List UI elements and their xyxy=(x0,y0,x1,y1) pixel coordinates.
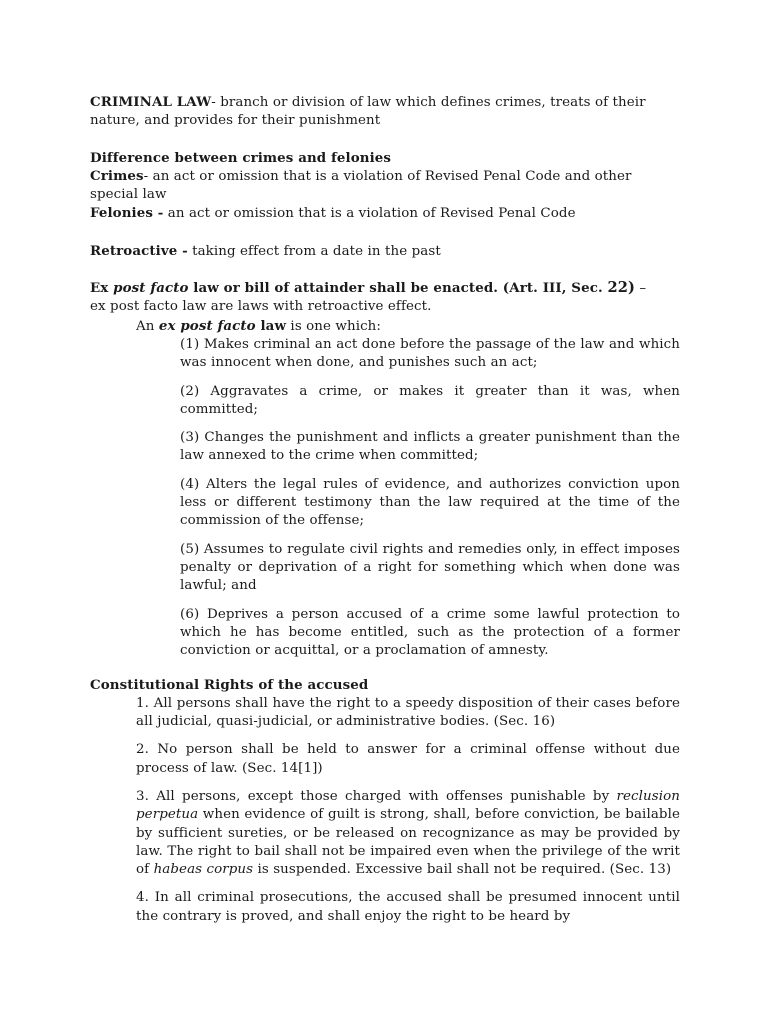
item3-italic-2: habeas corpus xyxy=(153,862,254,878)
ex-post-facto-intro xyxy=(90,317,680,336)
list-item: (1) Makes criminal an act done before the passage of the law and which was innocent when done, and punishes such an act; xyxy=(180,336,680,371)
item3-part-3: is suspended. Excessive bail shall not be required. (Sec. 13) xyxy=(253,862,672,878)
felonies-text: an act or omission that is a violation of Revised Penal Code xyxy=(163,206,576,222)
list-item xyxy=(136,788,680,879)
item3-italic-1: reclusion perpetua xyxy=(136,788,680,823)
item3-part-1: 3. All persons, except those charged with offenses punishable by xyxy=(136,788,617,804)
criminal-law-term: CRIMINAL LAW xyxy=(90,94,212,110)
intro-post: is one which: xyxy=(286,318,382,334)
ex-post-heading-part-2: law or bill of attainder shall be enacted. (Art. III, Sec. xyxy=(188,280,608,297)
retroactive-term: Retroactive - xyxy=(90,242,188,259)
document-body xyxy=(90,93,680,936)
felonies-term: Felonies - xyxy=(90,205,164,222)
ex-post-facto-list xyxy=(90,336,680,660)
crimes-term: Crimes xyxy=(90,167,144,184)
ex-post-heading-part-1: Ex xyxy=(90,280,114,297)
list-item: (4) Alters the legal rules of evidence, and authorizes conviction upon less or different testimony than the law required at the time of the commission of the offense; xyxy=(180,476,680,529)
list-item: 2. No person shall be held to answer for a criminal offense without due process of law. (Sec. 14[1]) xyxy=(136,742,680,776)
ex-post-heading-italic: post facto xyxy=(113,280,189,297)
rights-list xyxy=(90,695,680,926)
list-item: 4. In all criminal prosecutions, the accused shall be presumed innocent until the contrary is proved, and shall enjoy the right to be heard by xyxy=(136,890,680,924)
felonies-definition xyxy=(90,204,680,223)
difference-heading: Difference between crimes and felonies xyxy=(90,149,392,166)
retroactive-text: taking effect from a date in the past xyxy=(187,243,441,259)
ex-post-facto-description: ex post facto law are laws with retroactive effect. xyxy=(90,299,432,315)
criminal-law-definition xyxy=(90,93,680,131)
list-item: 1. All persons shall have the right to a speedy disposition of their cases before all judicial, quasi-judicial, or administrative bodies. (Sec. 16) xyxy=(136,695,680,730)
list-item: (2) Aggravates a crime, or makes it greater than it was, when committed; xyxy=(180,383,680,417)
crimes-definition xyxy=(90,167,680,205)
intro-bold: law xyxy=(255,317,287,334)
item3-part-2: when evidence of guilt is strong, shall, before conviction, be bailable by sufficient sureties, or be released on recognizance as may be provided by law. The right to bail shall not be impaired even when the privilege of the writ of xyxy=(136,807,680,878)
list-item: (6) Deprives a person accused of a crime some lawful protection to which he has become entitled, such as the protection of a former conviction or acquittal, or a proclamation of amnesty. xyxy=(180,606,680,659)
list-item: (3) Changes the punishment and inflicts a greater punishment than the law annexed to the crime when committed; xyxy=(180,430,680,464)
retroactive-definition xyxy=(90,242,680,261)
intro-pre: An xyxy=(136,318,159,334)
crimes-text: - an act or omission that is a violation of Revised Penal Code and other special law xyxy=(90,168,632,203)
ex-post-facto-heading xyxy=(90,279,680,298)
intro-italic: ex post facto xyxy=(158,317,256,334)
rights-heading: Constitutional Rights of the accused xyxy=(90,677,369,694)
ex-post-heading-dash: – xyxy=(635,281,647,297)
list-item: (5) Assumes to regulate civil rights and remedies only, in effect imposes penalty or deprivation of a right for something which when done was lawful; and xyxy=(180,541,680,594)
criminal-law-text: - branch or division of law which defines crimes, treats of their nature, and provides for their punishment xyxy=(90,95,646,129)
ex-post-heading-section-number: 22) xyxy=(607,279,635,297)
